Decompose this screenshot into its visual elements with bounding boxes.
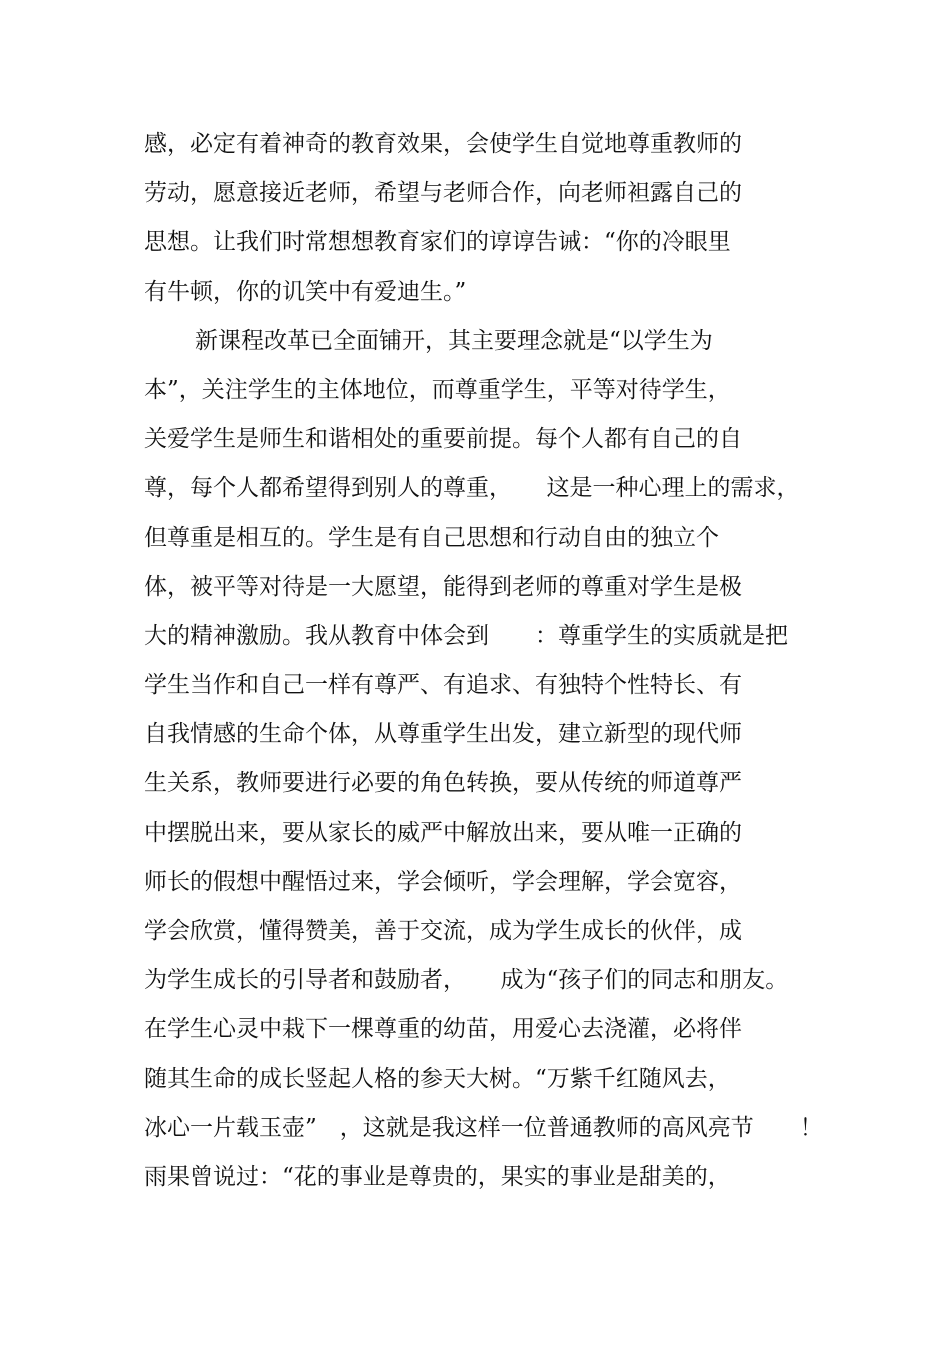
text-line-6: 本”，关注学生的主体地位，而尊重学生，平等对待学生， bbox=[144, 376, 731, 403]
text-line-18: 为学生成长的引导者和鼓励者， 成为“孩子们的同志和朋友。 bbox=[144, 967, 789, 994]
text-line-13: 自我情感的生命个体，从尊重学生出发，建立新型的现代师 bbox=[144, 721, 742, 748]
text-line-22: 雨果曾说过：“花的事业是尊贵的，果实的事业是甜美的， bbox=[144, 1163, 731, 1190]
text-line-5-paragraph-start: 新课程改革已全面铺开，其主要理念就是“以学生为 bbox=[195, 327, 713, 354]
text-line-21: 冰心一片载玉壶” ，这就是我这样一位普通教师的高风亮节 ！ bbox=[144, 1114, 823, 1141]
text-line-9: 但尊重是相互的。学生是有自己思想和行动自由的独立个 bbox=[144, 524, 719, 551]
text-line-17: 学会欣赏，懂得赞美，善于交流，成为学生成长的伙伴，成 bbox=[144, 918, 742, 944]
text-line-7: 关爱学生是师生和谐相处的重要前提。每个人都有自己的自 bbox=[144, 426, 742, 453]
text-line-11: 大的精神激励。我从教育中体会到 ：尊重学生的实质就是把 bbox=[144, 622, 788, 649]
text-line-19: 在学生心灵中栽下一棵尊重的幼苗，用爱心去浇灌，必将伴 bbox=[144, 1016, 742, 1043]
text-line-10: 体，被平等对待是一大愿望，能得到老师的尊重对学生是极 bbox=[144, 573, 742, 600]
body-text bbox=[144, 120, 844, 1202]
text-line-16: 师长的假想中醒悟过来，学会倾听，学会理解，学会宽容， bbox=[144, 868, 742, 895]
text-line-1: 感，必定有着神奇的教育效果，会使学生自觉地尊重教师的 bbox=[144, 131, 742, 157]
text-line-8: 尊，每个人都希望得到别人的尊重， 这是一种心理上的需求， bbox=[144, 475, 800, 502]
text-line-3: 思想。让我们时常想想教育家们的谆谆告诫：“你的冷眼里 bbox=[144, 229, 731, 256]
text-line-14: 生关系，教师要进行必要的角色转换，要从传统的师道尊严 bbox=[144, 770, 742, 797]
text-line-12: 学生当作和自己一样有尊严、有追求、有独特个性特长、有 bbox=[144, 672, 742, 699]
text-line-4: 有牛顿，你的讥笑中有爱迪生。” bbox=[144, 278, 467, 305]
text-line-15: 中摆脱出来，要从家长的威严中解放出来，要从唯一正确的 bbox=[144, 819, 742, 846]
text-line-2: 劳动，愿意接近老师，希望与老师合作，向老师袒露自己的 bbox=[144, 180, 742, 207]
text-line-20: 随其生命的成长竖起人格的参天大树。“万紫千红随风去， bbox=[144, 1065, 731, 1092]
